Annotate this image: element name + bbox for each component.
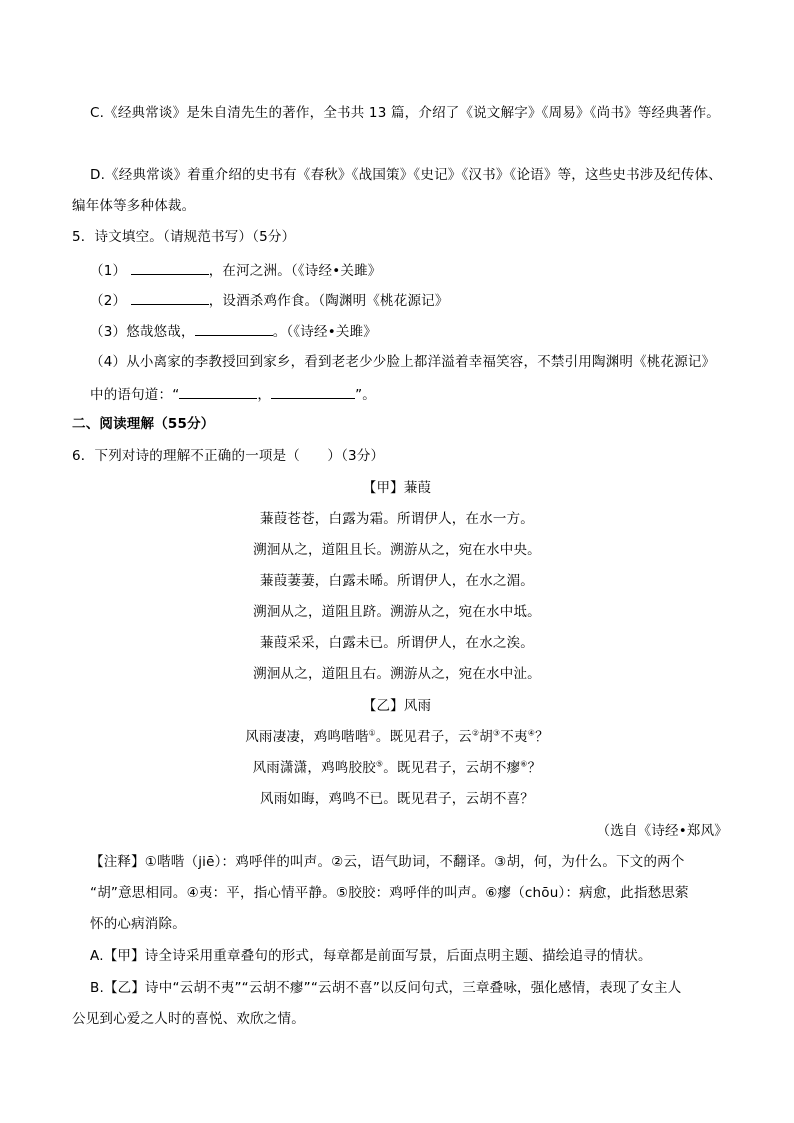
footnote-marker: ④ <box>527 728 536 738</box>
footnote-marker: ① <box>368 728 376 738</box>
q5-item-4-line2 <box>90 385 376 404</box>
poem-line: 溯洄从之，道阻且右。溯游从之，宛在水中沚。 <box>253 666 541 682</box>
poem-text: 风雨凄凄，鸡鸣喈喈 <box>245 729 369 745</box>
option-d-line2: 编年体等多种体裁。 <box>72 198 196 214</box>
poem-line <box>0 728 794 746</box>
item-suffix: ，设酒杀鸡作食。（陶渊明《桃花源记》 <box>208 293 449 309</box>
notes-line2: “胡”意思相同。④夷：平，指心情平静。⑤胶胶：鸡呼伴的叫声。⑥瘳（chōu）：病愈，此指愁思萦 <box>90 885 689 901</box>
q5-item-4-line1: （4）从小离家的李教授回到家乡，看到老老少少脸上都洋溢着幸福笑容，不禁引用陶渊明《桃花源记》 <box>90 354 716 370</box>
q6-option-b-line2: 公见到心爱之人时的喜悦、欢欣之情。 <box>72 1011 305 1027</box>
section-heading: 二、阅读理解（55分） <box>72 416 215 432</box>
poem-text: 不夷 <box>500 729 528 745</box>
item-prefix: （3）悠哉悠哉， <box>90 324 195 340</box>
answer-blank[interactable] <box>195 322 273 336</box>
poem-line: 蒹葭采采，白露未已。所谓伊人，在水之涘。 <box>260 635 534 651</box>
q6-option-b-line1: B.【乙】诗中“云胡不夷”“云胡不瘳”“云胡不喜”以反问句式，三章叠咏，强化感情，表现了女主人 <box>90 980 682 996</box>
answer-blank[interactable] <box>271 385 355 399</box>
q6-option-a: A.【甲】诗全诗采用重章叠句的形式，每章都是前面写景，后面点明主题、描绘追寻的情状。 <box>90 948 652 964</box>
item-prefix: （2） <box>90 293 127 309</box>
poem-line: 溯洄从之，道阻且跻。溯游从之，宛在水中坻。 <box>253 604 541 620</box>
footnote-marker: ② <box>471 728 480 738</box>
poem-text: 风雨潇潇，鸡鸣胶胶 <box>252 760 376 776</box>
poem-line: 风雨如晦，鸡鸣不已。既见君子，云胡不喜？ <box>260 791 534 807</box>
item-suffix: 。（《诗经•关雎》 <box>272 324 377 340</box>
notes-line1: 【注释】①喈喈（jiē）：鸡呼伴的叫声。②云，语气助词，不翻译。③胡，何，为什么。下文的两个 <box>90 854 685 870</box>
item-prefix: （1） <box>90 263 127 279</box>
option-d-line1: D.《经典常谈》着重介绍的史书有《春秋》《战国策》《史记》《汉书》《论语》等，这些史书涉及纪传体、 <box>90 167 722 183</box>
footnote-marker: ⑥ <box>520 759 528 769</box>
poem-text: ？ <box>535 729 549 745</box>
poem-text: ？ <box>527 760 542 776</box>
poem-text: 胡 <box>479 729 493 745</box>
footnote-marker: ⑤ <box>375 759 384 769</box>
answer-blank[interactable] <box>131 291 209 305</box>
q5-item-1 <box>90 261 381 280</box>
poem-line: 溯洄从之，道阻且长。溯游从之，宛在水中央。 <box>253 542 541 558</box>
poem-text: 。既见君子，云 <box>375 729 472 745</box>
question-5-title: 5．诗文填空。（请规范书写）（5分） <box>72 229 296 245</box>
answer-blank[interactable] <box>179 385 257 399</box>
question-6-title: 6．下列对诗的理解不正确的一项是（ ）（3分） <box>72 448 385 464</box>
poem-source: （选自《诗经•郑风》 <box>596 823 728 839</box>
item-separator: ， <box>257 387 272 403</box>
q5-item-2 <box>90 291 449 310</box>
item-suffix: ”。 <box>355 387 377 403</box>
poem-text: 。既见君子，云胡不瘳 <box>383 760 521 776</box>
footnote-marker: ③ <box>492 728 501 738</box>
item-suffix: ，在河之洲。（《诗经•关雎》 <box>208 263 382 279</box>
poem-line: 蒹葭苍苍，白露为霜。所谓伊人，在水一方。 <box>260 511 534 527</box>
option-c: C.《经典常谈》是朱自清先生的著作，全书共 13 篇，介绍了《说文解字》《周易》《尚书》等经典著作。 <box>90 105 720 121</box>
answer-blank[interactable] <box>131 261 209 275</box>
poem-line: 蒹葭萋萋，白露未晞。所谓伊人，在水之湄。 <box>260 573 534 589</box>
notes-line3: 怀的心病消除。 <box>90 916 186 932</box>
poem-yi-title: 【乙】风雨 <box>362 698 432 714</box>
poem-line <box>0 759 794 777</box>
item-prefix: 中的语句道：“ <box>90 387 180 403</box>
poem-jia-title: 【甲】蒹葭 <box>362 480 432 496</box>
q5-item-3 <box>90 322 377 341</box>
